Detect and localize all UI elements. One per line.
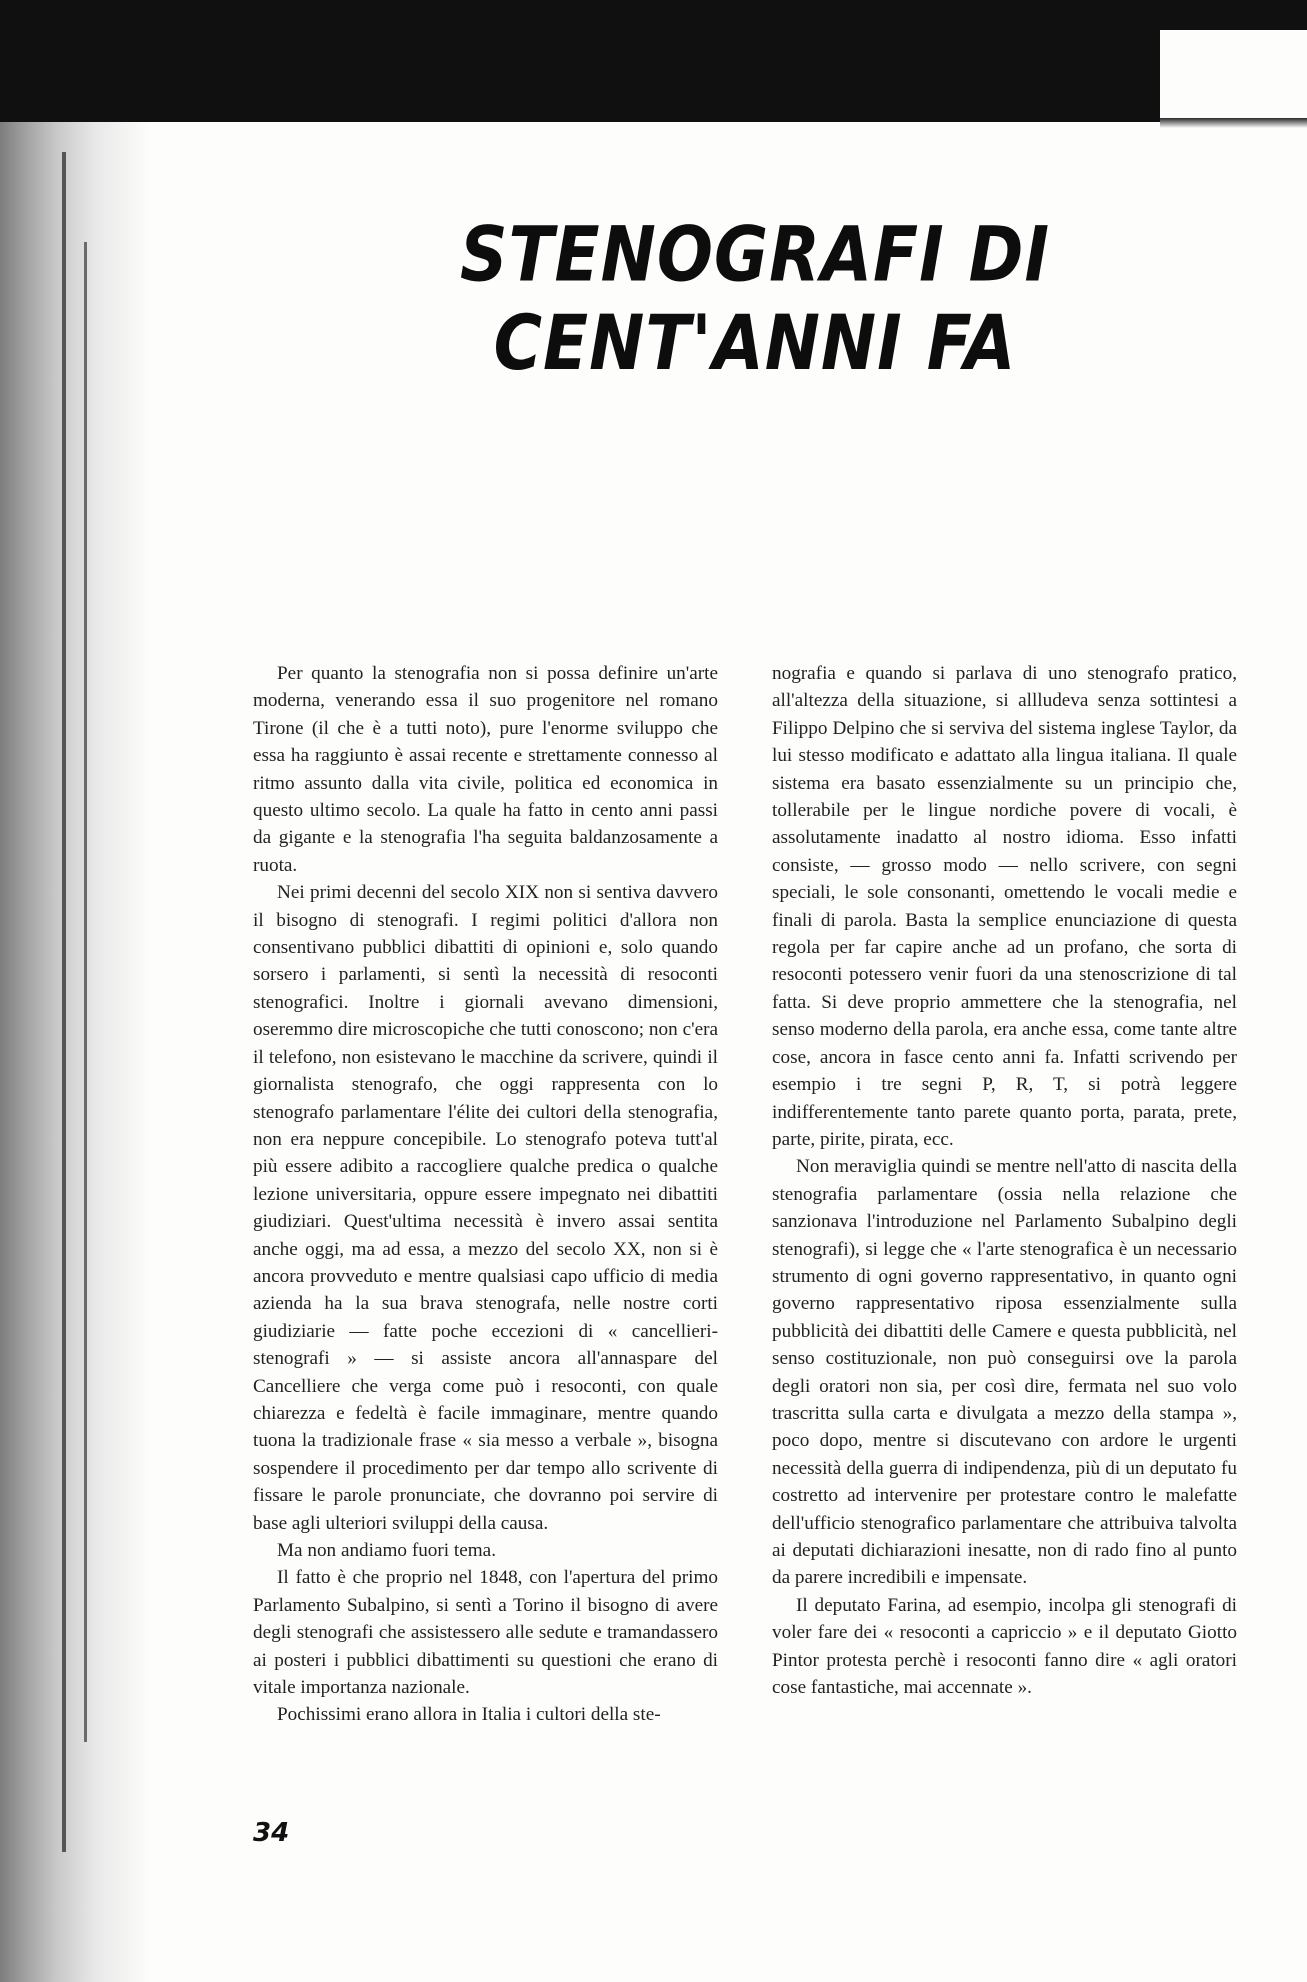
- left-text-column: [253, 660, 718, 1729]
- right-text-column: [772, 660, 1237, 1701]
- top-band-shadow: [1160, 118, 1307, 128]
- paragraph: Ma non andiamo fuori tema.: [277, 1540, 496, 1561]
- paragraph: Nei primi decenni del secolo XIX non si sentiva davvero il bisogno di stenografi. I regimi politici d'allora non consentivano pubblici dibattiti di opinioni e, solo quando sorsero i parlamenti, si sentì la necessità di resoconti stenografici. Inoltre i giornali avevano dimensioni, oseremmo dire microscopiche che tutti conoscono; non c'era il telefono, non esistevano le macchine da scrivere, quindi il giornalista stenografo, che oggi rappresenta con lo stenografo parlamentare l'élite dei cultori della stenografia, non era neppure concepibile. Lo stenografo poteva tutt'al più essere adibito a raccogliere qualche predica o qualche lezione universitaria, oppure essere impegnato nei dibattiti giudiziari. Quest'ultima necessità è invero assai sentita anche oggi, ma ad essa, a mezzo del secolo XX, non si è ancora provveduto e mentre qualsiasi capo ufficio di media azienda ha la sua brava stenografa, nelle nostre corti giudiziarie — fatte poche eccezioni di « cancellieri-stenografi » — si assiste ancora all'annaspare del Cancelliere che verga come può i resoconti, con quale chiarezza e fedeltà è facile immaginare, mentre quando tuona la tradizionale frase « sia messo a verbale », bisogna sospendere il procedimento per dar tempo allo scrivente di fissare le parole pronunciate, che dovranno poi servire di base agli ulteriori sviluppi della causa.: [253, 882, 718, 1534]
- paragraph: Per quanto la stenografia non si possa definire un'arte moderna, venerando essa il suo progenitore nel romano Tirone (il che è a tutti noto), pure l'enorme sviluppo che essa ha raggiunto è assai recente e strettamente connesso al ritmo assunto dalla vita civile, politica ed economica in questo ultimo secolo. La quale ha fatto in cento anni passi da gigante e la stenografia l'ha seguita baldanzosamente a ruota.: [253, 663, 718, 876]
- page-number: 34: [253, 1818, 290, 1848]
- top-band-notch: [1160, 30, 1307, 122]
- binding-edge-shadow: [0, 122, 150, 1982]
- paragraph: Il deputato Farina, ad esempio, incolpa gli stenografi di voler fare dei « resoconti a capriccio » e il deputato Giotto Pintor protesta perchè i resoconti fanno dire « agli oratori cose fantastiche, mai accennate ».: [772, 1594, 1237, 1699]
- paragraph: Il fatto è che proprio nel 1848, con l'apertura del primo Parlamento Subalpino, si sentì a Torino il bisogno di avere degli stenografi che assistessero alle sedute e tramandassero ai posteri i pubblici dibattimenti su questioni che erano di vitale importanza nazionale.: [253, 1567, 718, 1699]
- paragraph-continuation: nografia e quando si parlava di uno stenografo pratico, all'altezza della situazione, si allludeva senza sottintesi a Filippo Delpino che si serviva del sistema inglese Taylor, da lui stesso modificato e adattato alla lingua italiana. Il quale sistema era basato essenzialmente su un principio che, tollerabile per le lingue nordiche povere di vocali, è assolutamente inadatto al nostro idioma. Esso infatti consiste, — grosso modo — nello scrivere, con segni speciali, le sole consonanti, omettendo le vocali medie e finali di parola. Basta la semplice enunciazione di questa regola per far capire anche ad un profano, che sorta di resoconti potessero venir fuori da una stenoscrizione di tal fatta. Si deve proprio ammettere che la stenografia, nel senso moderno della parola, era anche essa, come tante altre cose, ancora in fasce cento anni fa. Infatti scrivendo per esempio i tre segni P, R, T, si potrà leggere indifferentemente tanto parete quanto porta, parata, prete, parte, pirite, pirata, ecc.: [772, 663, 1237, 1150]
- article-title: STENOGRAFI DI CENT'ANNI FA: [459, 210, 1051, 388]
- paragraph: Non meraviglia quindi se mentre nell'atto di nascita della stenografia parlamentare (ossia nella relazione che sanzionava l'introduzione nel Parlamento Subalpino degli stenografi), si legge che « l'arte stenografica è un necessario strumento di ogni governo rappresentativo, in quanto ogni governo rappresentativo riposa essenzialmente sulla pubblicità dei dibattiti delle Camere e questa pubblicità, nel senso costituzionale, non può conseguirsi ove la parola degli oratori non sia, per così dire, fermata nel suo volo trascritta sulla carta e divulgata a mezzo della stampa », poco dopo, mentre si discutevano con ardore le urgenti necessità della guerra di indipendenza, più di un deputato fu costretto ad intervenire per protestare contro le malefatte dell'ufficio stenografico parlamentare che attribuiva talvolta ai deputati dichiarazioni inesatte, non di rado fino al punto da parere incredibili e impensate.: [772, 1156, 1237, 1589]
- top-dark-band: [0, 0, 1307, 122]
- paragraph: Pochissimi erano allora in Italia i cultori della ste-: [277, 1704, 661, 1726]
